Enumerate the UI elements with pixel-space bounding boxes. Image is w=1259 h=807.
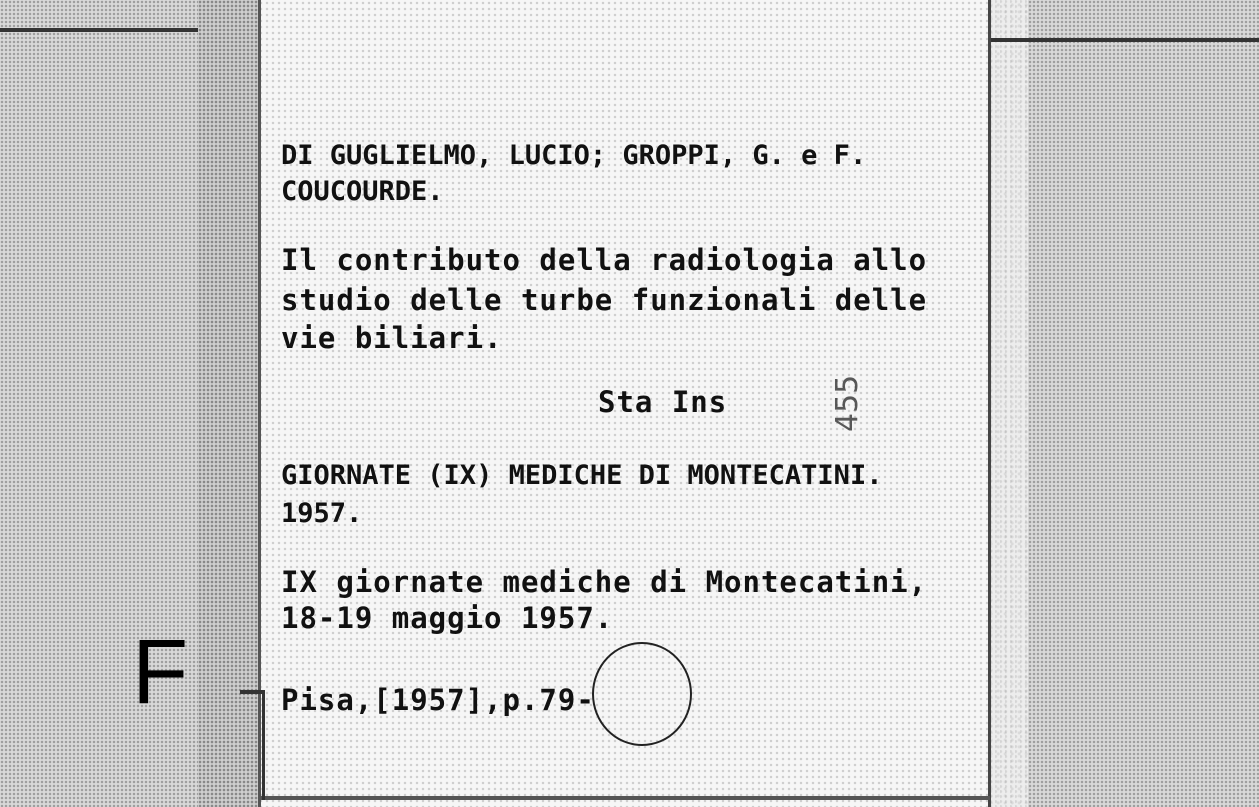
title-line-2: studio delle turbe funzionali delle — [281, 283, 928, 317]
card-left-border — [258, 0, 261, 807]
authors-line-1: DI GUGLIELMO, LUCIO; GROPPI, G. e F. — [281, 140, 867, 171]
card-right-border — [988, 0, 991, 807]
left-top-rule — [0, 28, 200, 32]
right-background — [1028, 0, 1259, 807]
right-top-rule — [988, 38, 1259, 42]
series-line-2: 1957. — [281, 498, 363, 529]
margin-tick — [240, 690, 264, 694]
shelf-label: Sta Ins — [598, 385, 728, 419]
title-line-3: vie biliari. — [281, 321, 503, 355]
punch-hole-circle — [592, 642, 692, 746]
margin-vertical-tick — [262, 690, 265, 800]
authors-line-2: COUCOURDE. — [281, 176, 444, 207]
imprint-line: Pisa,[1957],p.79- — [281, 683, 595, 717]
shelf-number: 455 — [830, 374, 865, 432]
event-line-2: 18-19 maggio 1957. — [281, 601, 614, 635]
title-line-1: Il contributo della radiologia allo — [281, 243, 928, 277]
series-line-1: GIORNATE (IX) MEDICHE DI MONTECATINI. — [281, 460, 883, 491]
card-left-strip — [198, 0, 258, 807]
drawer-letter: F — [132, 621, 189, 723]
event-line-1: IX giornate mediche di Montecatini, — [281, 565, 928, 599]
card-bottom-border — [260, 796, 990, 800]
